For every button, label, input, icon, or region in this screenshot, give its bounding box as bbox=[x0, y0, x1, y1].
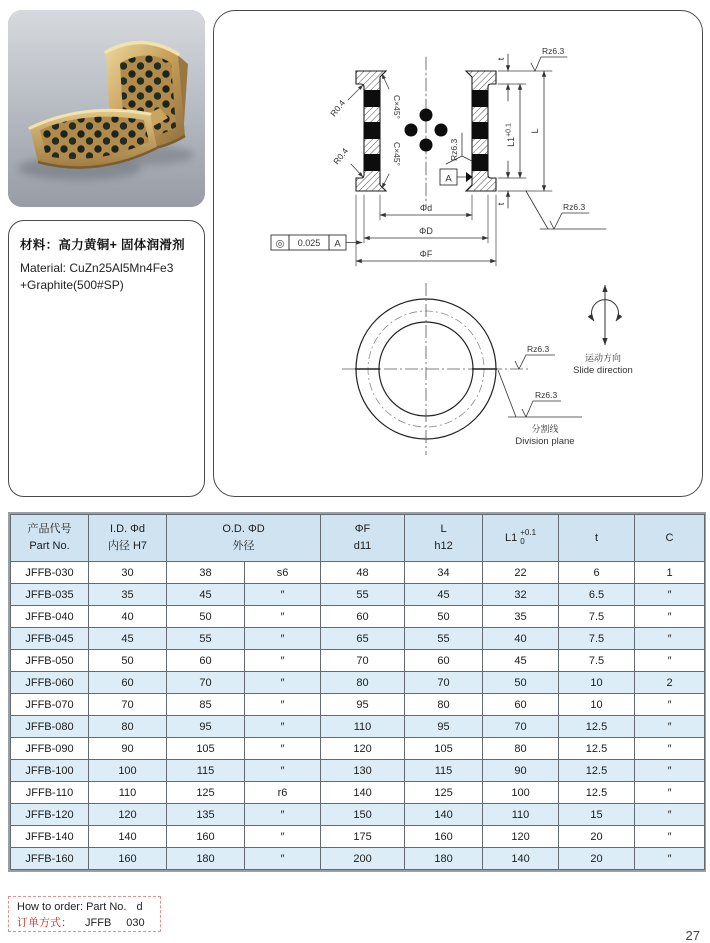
table-cell-part_no: JFFB-140 bbox=[11, 826, 89, 848]
table-cell-l1: 70 bbox=[483, 716, 559, 738]
col-header-part-no: 产品代号 Part No. bbox=[11, 515, 89, 562]
label-slide-direction-en: Slide direction bbox=[573, 365, 633, 376]
table-cell-id: 35 bbox=[89, 584, 167, 606]
table-cell-od_tol: ″ bbox=[245, 628, 321, 650]
table-cell-t: 20 bbox=[559, 826, 635, 848]
table-cell-t: 7.5 bbox=[559, 606, 635, 628]
spec-table-body bbox=[11, 562, 705, 870]
table-cell-od_tol: ″ bbox=[245, 760, 321, 782]
table-row bbox=[11, 738, 705, 760]
datum-a bbox=[440, 169, 473, 185]
table-cell-c: 1 bbox=[635, 562, 705, 584]
table-cell-t: 12.5 bbox=[559, 738, 635, 760]
table-cell-l: 60 bbox=[405, 650, 483, 672]
table-cell-t: 10 bbox=[559, 694, 635, 716]
col-header-f: ΦF d11 bbox=[321, 515, 405, 562]
label-r04-top: R0.4 bbox=[328, 97, 348, 119]
table-cell-od_tol: ″ bbox=[245, 738, 321, 760]
table-cell-part_no: JFFB-160 bbox=[11, 848, 89, 870]
table-cell-od: 95 bbox=[167, 716, 245, 738]
table-row bbox=[11, 672, 705, 694]
table-cell-l1: 40 bbox=[483, 628, 559, 650]
table-row bbox=[11, 716, 705, 738]
technical-drawing bbox=[214, 11, 701, 495]
table-cell-l: 70 bbox=[405, 672, 483, 694]
table-cell-od: 70 bbox=[167, 672, 245, 694]
table-cell-part_no: JFFB-035 bbox=[11, 584, 89, 606]
table-cell-l: 80 bbox=[405, 694, 483, 716]
table-cell-f: 120 bbox=[321, 738, 405, 760]
table-cell-od: 125 bbox=[167, 782, 245, 804]
ring-view bbox=[342, 283, 633, 455]
table-cell-f: 70 bbox=[321, 650, 405, 672]
label-l1: $L1^{+0.1}$ bbox=[505, 123, 516, 147]
table-cell-id: 30 bbox=[89, 562, 167, 584]
table-cell-c: ″ bbox=[635, 782, 705, 804]
table-cell-od_tol: ″ bbox=[245, 804, 321, 826]
table-row bbox=[11, 848, 705, 870]
label-rz-ring-upper: Rz6.3 bbox=[527, 344, 550, 354]
label-rz-bore: Rz6.3 bbox=[449, 138, 459, 161]
table-cell-f: 110 bbox=[321, 716, 405, 738]
table-cell-c: ″ bbox=[635, 716, 705, 738]
table-cell-part_no: JFFB-110 bbox=[11, 782, 89, 804]
table-cell-od: 55 bbox=[167, 628, 245, 650]
table-cell-l1: 120 bbox=[483, 826, 559, 848]
table-cell-l: 55 bbox=[405, 628, 483, 650]
table-cell-id: 110 bbox=[89, 782, 167, 804]
table-cell-l1: 140 bbox=[483, 848, 559, 870]
spec-table bbox=[10, 514, 705, 870]
table-cell-id: 40 bbox=[89, 606, 167, 628]
table-cell-f: 65 bbox=[321, 628, 405, 650]
table-row bbox=[11, 826, 705, 848]
table-cell-od_tol: s6 bbox=[245, 562, 321, 584]
table-cell-od_tol: ″ bbox=[245, 584, 321, 606]
label-phi-F: ΦF bbox=[419, 249, 433, 259]
table-cell-t: 12.5 bbox=[559, 716, 635, 738]
table-cell-od: 38 bbox=[167, 562, 245, 584]
table-row bbox=[11, 562, 705, 584]
table-cell-t: 15 bbox=[559, 804, 635, 826]
label-phi-D: ΦD bbox=[419, 226, 433, 236]
table-cell-od: 85 bbox=[167, 694, 245, 716]
section-view bbox=[271, 46, 606, 266]
slide-direction-symbol bbox=[592, 285, 619, 345]
table-cell-od_tol: ″ bbox=[245, 606, 321, 628]
table-cell-part_no: JFFB-080 bbox=[11, 716, 89, 738]
product-photo bbox=[8, 10, 205, 207]
table-cell-part_no: JFFB-040 bbox=[11, 606, 89, 628]
table-cell-f: 95 bbox=[321, 694, 405, 716]
label-t-bottom: t bbox=[496, 202, 506, 206]
table-cell-id: 80 bbox=[89, 716, 167, 738]
label-t-top: t bbox=[496, 57, 506, 61]
table-cell-l: 140 bbox=[405, 804, 483, 826]
table-cell-part_no: JFFB-060 bbox=[11, 672, 89, 694]
table-cell-od: 115 bbox=[167, 760, 245, 782]
table-cell-od_tol: ″ bbox=[245, 694, 321, 716]
col-header-id: I.D. Φd 内径 H7 bbox=[89, 515, 167, 562]
table-cell-l: 180 bbox=[405, 848, 483, 870]
table-cell-l: 45 bbox=[405, 584, 483, 606]
table-cell-od_tol: ″ bbox=[245, 716, 321, 738]
table-cell-od_tol: ″ bbox=[245, 848, 321, 870]
table-cell-l1: 100 bbox=[483, 782, 559, 804]
order-info-box bbox=[8, 896, 161, 932]
col-header-l: L h12 bbox=[405, 515, 483, 562]
product-photo-image bbox=[8, 10, 205, 207]
table-cell-c: ″ bbox=[635, 826, 705, 848]
technical-drawing-panel bbox=[213, 10, 703, 497]
table-cell-f: 140 bbox=[321, 782, 405, 804]
table-cell-f: 150 bbox=[321, 804, 405, 826]
material-line-cn: 材料：高力黄铜+ 固体润滑剂 bbox=[20, 238, 185, 252]
table-cell-f: 55 bbox=[321, 584, 405, 606]
table-cell-id: 70 bbox=[89, 694, 167, 716]
table-row bbox=[11, 782, 705, 804]
table-cell-c: ″ bbox=[635, 738, 705, 760]
label-datum-a: A bbox=[445, 173, 452, 185]
label-division-plane-en: Division plane bbox=[515, 436, 575, 447]
table-row bbox=[11, 694, 705, 716]
page-number: 27 bbox=[685, 928, 700, 943]
label-tol-datum: A bbox=[334, 238, 341, 250]
table-cell-f: 130 bbox=[321, 760, 405, 782]
table-cell-c: 2 bbox=[635, 672, 705, 694]
table-cell-id: 100 bbox=[89, 760, 167, 782]
order-num: 030 bbox=[126, 916, 145, 929]
table-row bbox=[11, 584, 705, 606]
table-cell-part_no: JFFB-050 bbox=[11, 650, 89, 672]
material-line-en1: Material: CuZn25Al5Mn4Fe3 bbox=[20, 261, 174, 275]
label-tol-value: 0.025 bbox=[297, 238, 321, 248]
table-cell-t: 20 bbox=[559, 848, 635, 870]
col-header-t: t bbox=[559, 515, 635, 562]
table-cell-l1: 110 bbox=[483, 804, 559, 826]
label-rz-bottom: Rz6.3 bbox=[563, 202, 586, 212]
label-phi-d: Φd bbox=[419, 203, 433, 213]
table-row bbox=[11, 628, 705, 650]
table-cell-t: 12.5 bbox=[559, 760, 635, 782]
material-info-box bbox=[8, 220, 205, 497]
table-cell-t: 7.5 bbox=[559, 628, 635, 650]
table-cell-od_tol: ″ bbox=[245, 826, 321, 848]
table-row bbox=[11, 760, 705, 782]
table-cell-c: ″ bbox=[635, 804, 705, 826]
table-cell-c: ″ bbox=[635, 694, 705, 716]
table-cell-l: 105 bbox=[405, 738, 483, 760]
table-cell-part_no: JFFB-090 bbox=[11, 738, 89, 760]
table-cell-f: 60 bbox=[321, 606, 405, 628]
table-cell-f: 48 bbox=[321, 562, 405, 584]
table-cell-c: ″ bbox=[635, 848, 705, 870]
order-cn-label: 订单方式： bbox=[17, 916, 72, 929]
table-cell-id: 90 bbox=[89, 738, 167, 760]
table-cell-c: ″ bbox=[635, 584, 705, 606]
table-cell-l1: 60 bbox=[483, 694, 559, 716]
table-cell-l1: 45 bbox=[483, 650, 559, 672]
label-division-plane-cn: 分割线 bbox=[531, 424, 559, 434]
order-part: JFFB bbox=[85, 916, 112, 929]
spec-table-wrapper bbox=[8, 512, 706, 872]
col-header-c: C bbox=[635, 515, 705, 562]
table-cell-c: ″ bbox=[635, 628, 705, 650]
table-cell-c: ″ bbox=[635, 606, 705, 628]
table-cell-l: 125 bbox=[405, 782, 483, 804]
label-l: L bbox=[530, 128, 540, 134]
table-row bbox=[11, 804, 705, 826]
table-row bbox=[11, 606, 705, 628]
table-cell-l1: 22 bbox=[483, 562, 559, 584]
table-cell-l: 34 bbox=[405, 562, 483, 584]
table-cell-l: 50 bbox=[405, 606, 483, 628]
table-cell-l: 95 bbox=[405, 716, 483, 738]
table-cell-part_no: JFFB-100 bbox=[11, 760, 89, 782]
label-c45-top: C×45° bbox=[392, 95, 402, 119]
col-header-od: O.D. ΦD 外径 bbox=[167, 515, 321, 562]
label-rz-ring-lower: Rz6.3 bbox=[535, 390, 558, 400]
tolerance-frame bbox=[271, 235, 362, 250]
order-en-d: d bbox=[136, 901, 143, 913]
table-cell-od: 160 bbox=[167, 826, 245, 848]
spec-table-head bbox=[11, 515, 705, 562]
table-cell-l1: 35 bbox=[483, 606, 559, 628]
table-cell-l: 115 bbox=[405, 760, 483, 782]
table-cell-l1: 80 bbox=[483, 738, 559, 760]
label-rz-top: Rz6.3 bbox=[542, 46, 565, 56]
table-cell-l1: 50 bbox=[483, 672, 559, 694]
label-slide-direction-cn: 运动方向 bbox=[584, 353, 622, 363]
table-cell-od_tol: ″ bbox=[245, 672, 321, 694]
table-cell-f: 175 bbox=[321, 826, 405, 848]
table-cell-l: 160 bbox=[405, 826, 483, 848]
table-cell-od_tol: r6 bbox=[245, 782, 321, 804]
table-cell-t: 6.5 bbox=[559, 584, 635, 606]
table-cell-id: 50 bbox=[89, 650, 167, 672]
table-cell-od: 45 bbox=[167, 584, 245, 606]
material-line-en2: +Graphite(500#SP) bbox=[20, 277, 124, 292]
table-cell-id: 120 bbox=[89, 804, 167, 826]
table-row bbox=[11, 650, 705, 672]
table-cell-od: 105 bbox=[167, 738, 245, 760]
table-cell-f: 200 bbox=[321, 848, 405, 870]
table-cell-od: 135 bbox=[167, 804, 245, 826]
table-cell-c: ″ bbox=[635, 650, 705, 672]
table-cell-od: 60 bbox=[167, 650, 245, 672]
label-tol-symbol: ◎ bbox=[275, 238, 285, 250]
table-cell-t: 7.5 bbox=[559, 650, 635, 672]
table-cell-c: ″ bbox=[635, 760, 705, 782]
col-header-l1: L1 +0.1 0 bbox=[483, 515, 559, 562]
table-cell-part_no: JFFB-070 bbox=[11, 694, 89, 716]
table-cell-part_no: JFFB-030 bbox=[11, 562, 89, 584]
label-c45-bottom: C×45° bbox=[392, 142, 402, 166]
table-cell-id: 140 bbox=[89, 826, 167, 848]
table-cell-id: 60 bbox=[89, 672, 167, 694]
table-cell-od: 180 bbox=[167, 848, 245, 870]
table-cell-l1: 90 bbox=[483, 760, 559, 782]
table-cell-od: 50 bbox=[167, 606, 245, 628]
table-cell-id: 160 bbox=[89, 848, 167, 870]
table-cell-id: 45 bbox=[89, 628, 167, 650]
table-cell-t: 6 bbox=[559, 562, 635, 584]
table-cell-part_no: JFFB-120 bbox=[11, 804, 89, 826]
table-cell-t: 10 bbox=[559, 672, 635, 694]
table-cell-l1: 32 bbox=[483, 584, 559, 606]
order-en-label: How to order: Part No. bbox=[17, 901, 127, 913]
label-r04-bottom: R0.4 bbox=[331, 145, 351, 167]
table-cell-od_tol: ″ bbox=[245, 650, 321, 672]
table-cell-f: 80 bbox=[321, 672, 405, 694]
table-cell-t: 12.5 bbox=[559, 782, 635, 804]
table-cell-part_no: JFFB-045 bbox=[11, 628, 89, 650]
